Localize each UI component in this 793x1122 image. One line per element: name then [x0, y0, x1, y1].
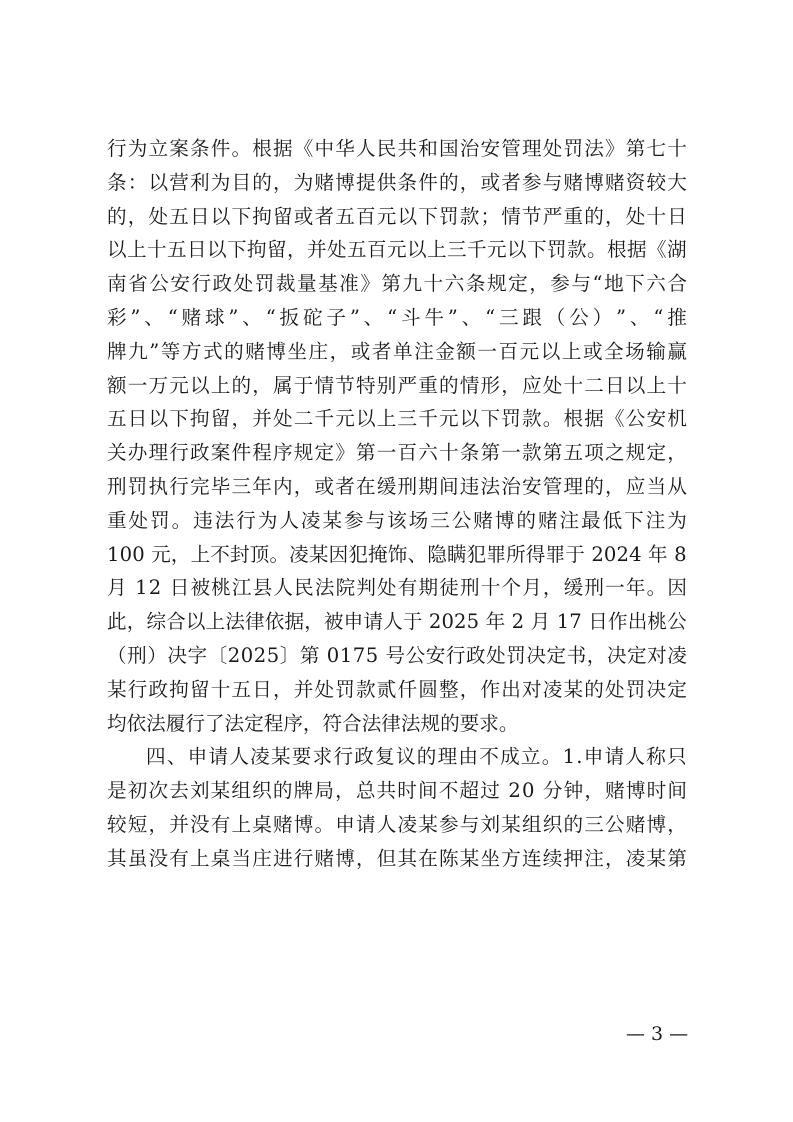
paragraph-legal-basis — [107, 132, 687, 740]
page-number: — 3 — — [626, 1023, 689, 1045]
text-line: 刑 罚 执 行 完 毕 三 年 内 ， 或 者 在 缓 刑 期 间 违 法 治 安 管 理 的 ， 应 当 从 — [107, 474, 687, 498]
text-line: 较 短 ， 并 没 有 上 桌 赌 博 。 申 请 人 凌 某 参 与 刘 某 组 织 的 三 公 赌 博 ， — [107, 812, 687, 836]
text-line: 其 虽 没 有 上 桌 当 庄 进 行 赌 博 ， 但 其 在 陈 某 坐 方 连 续 押 注 ， 凌 某 第 — [107, 846, 687, 870]
text-line: 均依法履行了法定程序，符合法律法规的要求。 — [107, 711, 519, 735]
document-body — [107, 132, 687, 876]
text-line: 五 日 以 下 拘 留 ， 并 处 二 千 元 以 上 三 千 元 以 下 罚 款 。 根 据 《 公 安 机 — [107, 407, 687, 431]
text-line: 的 ， 处 五 日 以 下 拘 留 或 者 五 百 元 以 下 罚 款 ； 情 节 严 重 的 ， 处 十 日 — [107, 204, 687, 228]
text-line: 月 1 2 日 被 桃 江 县 人 民 法 院 判 处 有 期 徒 刑 十 个 月 ， 缓 刑 一 年 。 因 — [107, 576, 687, 600]
text-line: 额 一 万 元 以 上 的 ， 属 于 情 节 特 别 严 重 的 情 形 ， 应 处 十 二 日 以 上 十 — [107, 373, 687, 397]
text-line: 1 0 0 元 ， 上 不 封 顶 。 凌 某 因 犯 掩 饰 、 隐 瞒 犯 罪 所 得 罪 于 2 0 2 4 年 8 — [107, 542, 687, 566]
paragraph-appeal-reasons — [107, 740, 687, 875]
text-line: 某 行 政 拘 留 十 五 日 ， 并 处 罚 款 贰 仟 圆 整 ， 作 出 对 凌 某 的 处 罚 决 定 — [107, 677, 687, 701]
text-line: 行 为 立 案 条 件 。 根 据 《 中 华 人 民 共 和 国 治 安 管 理 处 罚 法 》 第 七 十 — [107, 137, 687, 160]
text-line: 关 办 理 行 政 案 件 程 序 规 定 》 第 一 百 六 十 条 第 一 款 第 五 项 之 规 定 ， — [107, 441, 687, 465]
text-line: 南 省 公 安 行 政 处 罚 裁 量 基 准 》 第 九 十 六 条 规 定 ， 参 与 “ 地 下 六 合 — [107, 272, 687, 296]
text-line: 以 上 十 五 日 以 下 拘 留 ， 并 处 五 百 元 以 上 三 千 元 以 下 罚 款 。 根 据 《 湖 — [107, 238, 687, 262]
text-line: 此 ， 综 合 以 上 法 律 依 据 ， 被 申 请 人 于 2 0 2 5 年 2 月 1 7 日 作 出 桃 公 — [107, 610, 687, 634]
text-line: 彩 ” 、 “ 赌 球 ” 、 “ 扳 砣 子 ” 、 “ 斗 牛 ” 、 “ 三 跟 （ 公 ） ” 、 “ 推 — [107, 305, 687, 329]
text-line: 是 初 次 去 刘 某 组 织 的 牌 局 ， 总 共 时 间 不 超 过 2 0 分 钟 ， 赌 博 时 间 — [107, 779, 687, 803]
text-line: （ 刑 ） 决 字 〔 2 0 2 5 〕 第 0 1 7 5 号 公 安 行 政 处 罚 决 定 书 ， 决 定 对 凌 — [107, 643, 687, 667]
text-line: 牌 九 ” 等 方 式 的 赌 博 坐 庄 ， 或 者 单 注 金 额 一 百 元 以 上 或 全 场 输 赢 — [107, 339, 687, 363]
text-line: 重 处 罚 。 违 法 行 为 人 凌 某 参 与 该 场 三 公 赌 博 的 赌 注 最 低 下 注 为 — [107, 508, 687, 532]
text-line: 四 、 申 请 人 凌 某 要 求 行 政 复 议 的 理 由 不 成 立 。 1 . 申 请 人 称 只 — [146, 745, 687, 769]
text-line: 条 ： 以 营 利 为 目 的 ， 为 赌 博 提 供 条 件 的 ， 或 者 参 与 赌 博 赌 资 较 大 — [107, 170, 687, 194]
